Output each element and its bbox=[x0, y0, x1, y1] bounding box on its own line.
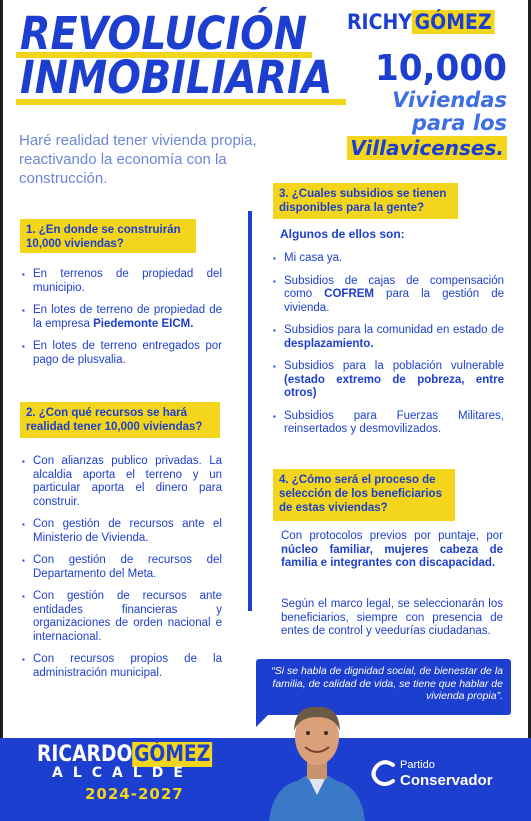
candidate-portrait bbox=[267, 695, 367, 821]
question-4-title: 4. ¿Cómo será el proceso de selección de los beneficiarios de estas viviendas? bbox=[273, 469, 455, 521]
list-item: ▪ Con gestión de recursos ante el Ministerio de Vivienda. bbox=[22, 518, 222, 545]
quote-bubble: “Si se habla de dignidad social, de bienestar de la familia, de calidad de vida, se tiene que hablar de vivienda propia”. bbox=[256, 659, 511, 715]
tagline-line-1: Viviendas bbox=[392, 88, 507, 112]
list-item: ▪ Subsidios de cajas de compensación como COFREM para la gestión de vivienda. bbox=[273, 275, 504, 316]
column-divider bbox=[248, 211, 252, 611]
question-1-title: 1. ¿En donde se construirán 10,000 viviendas? bbox=[20, 219, 196, 253]
candidate-first-name: RICARDO bbox=[37, 742, 133, 767]
list-item: ▪ Subsidios para Fuerzas Militares, reinsertados y desmovilizados. bbox=[273, 410, 504, 437]
question-4-paragraph-1: Con protocolos previos por puntaje, por núcleo familiar, mujeres cabeza de familia e integrantes con discapacidad. bbox=[281, 530, 503, 569]
headline-line-2: INMOBILIARIA bbox=[20, 51, 333, 104]
list-item: ▪ Con gestión de recursos ante entidades financieras y organizaciones de orden nacional e internacional. bbox=[22, 590, 222, 644]
brand-logo bbox=[347, 11, 494, 33]
list-item: ▪ Subsidios para la población vulnerable (estado extremo de pobreza, entre otros) bbox=[273, 360, 504, 401]
question-3-title: 3. ¿Cuales subsidios se tienen disponibles para la gente? bbox=[273, 183, 458, 219]
list-item: ▪ Con recursos propios de la administración municipal. bbox=[22, 653, 222, 680]
candidate-name bbox=[37, 743, 212, 767]
list-item: ▪ Subsidios para la comunidad en estado de desplazamiento. bbox=[273, 324, 504, 351]
question-3-intro: Algunos de ellos son: bbox=[280, 227, 405, 241]
list-item: ▪ Mi casa ya. bbox=[273, 252, 504, 266]
question-1-list bbox=[22, 268, 222, 376]
brand-last: GÓMEZ bbox=[412, 10, 494, 34]
question-2-title: 2. ¿Con qué recursos se hará realidad tener 10,000 viviendas? bbox=[20, 402, 220, 438]
housing-count: 10,000 bbox=[375, 48, 507, 89]
brand-first: RICHY bbox=[347, 10, 412, 34]
left-border bbox=[0, 0, 3, 821]
headline bbox=[20, 7, 333, 104]
party-label-small: Partido bbox=[400, 759, 435, 771]
term-years: 2024-2027 bbox=[85, 785, 184, 803]
list-item: ▪ Con alianzas publico privadas. La alcaldia aporta el terreno y un particular aporta el dinero para construir. bbox=[22, 455, 222, 509]
candidate-role: ALCALDE bbox=[52, 765, 193, 781]
list-item: ▪ En lotes de terreno entregados por pago de plusvalia. bbox=[22, 340, 222, 367]
party-label-big: Conservador bbox=[400, 772, 493, 789]
candidate-last-name: GÓMEZ bbox=[134, 742, 211, 767]
tagline-line-3: Villavicenses. bbox=[347, 136, 507, 160]
headline-line-1: REVOLUCIÓN bbox=[20, 7, 307, 60]
list-item: ▪ En lotes de terreno de propiedad de la empresa Piedemonte EICM. bbox=[22, 304, 222, 331]
list-item: ▪ En terrenos de propiedad del municipio. bbox=[22, 268, 222, 295]
question-2-list bbox=[22, 455, 222, 689]
question-3-list bbox=[273, 252, 504, 446]
subtitle: Haré realidad tener vivienda propia, reactivando la economía con la construcción. bbox=[19, 132, 257, 187]
question-4-paragraph-2: Según el marco legal, se seleccionarán los beneficiarios, siempre con presencia de entes de control y veedurías ciudadanas. bbox=[281, 598, 503, 637]
tagline-line-2: para los bbox=[411, 111, 507, 135]
list-item: ▪ Con gestión de recursos del Departamento del Meta. bbox=[22, 554, 222, 581]
party-c-logo-icon bbox=[371, 760, 397, 786]
